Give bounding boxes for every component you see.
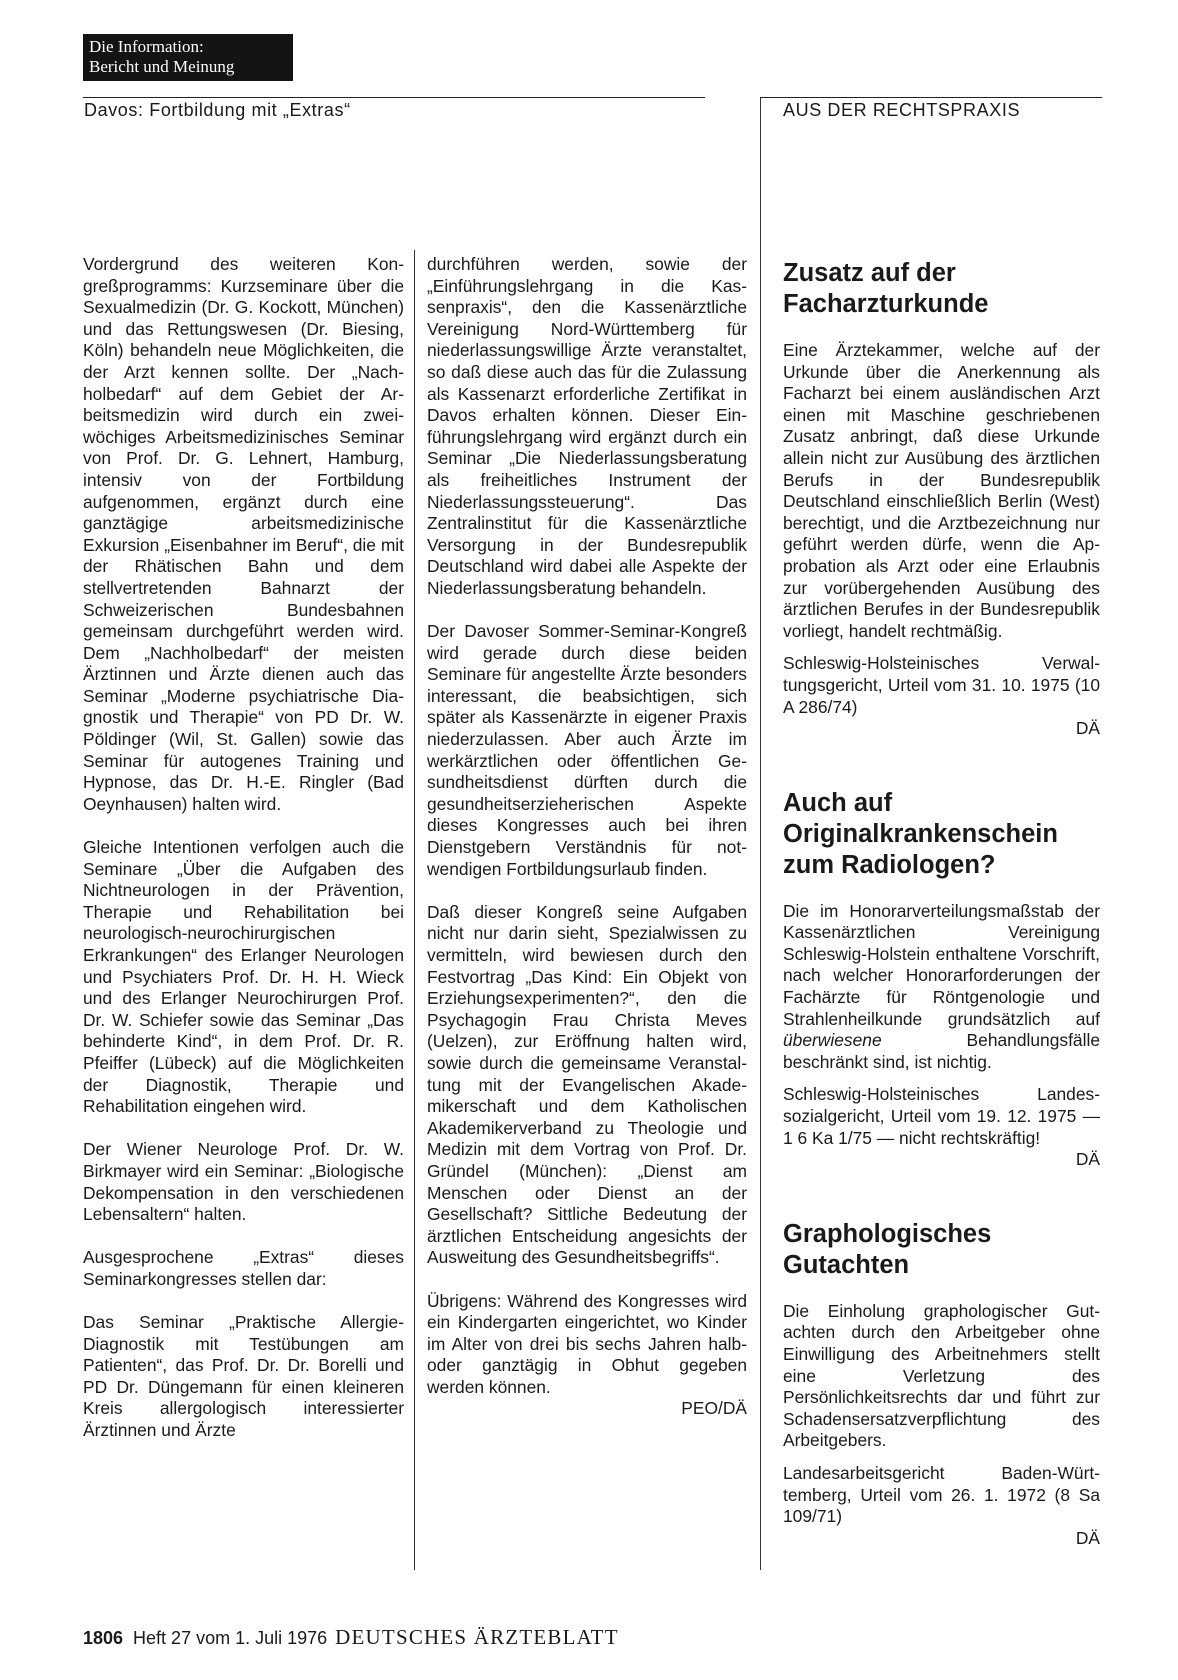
legal-article-body: Eine Ärztekammer, welche auf der Urkunde über die Anerkennung als Facharzt bei einem ausländischen Arzt einen mit Maschine geschriebenen Zusatz anbringt, daß diese Urkunde allein nicht zur Ausübung des ärztlichen Berufs in der Bundesrepublik Deutschland einschließlich Berlin (West) berechtigt, und die Arztbezeichnung nur geführt werden dürfe, wenn die Approbation als Arzt oder eine Erlaubnis zur vorübergehenden Ausübung des ärztlichen Berufes in der Bundesrepublik vorliegt, handelt rechtmäßig.: [783, 340, 1100, 641]
article-header: Davos: Fortbildung mit „Extras“: [84, 100, 351, 120]
paragraph: Gleiche Intentionen verfolgen auch die Seminare „Über die Aufgaben des Nichtneurologen in der Prävention, Therapie und Rehabilitation bei neurologisch-neurochirurgischen Erkrankungen“ des Erlanger Neurologen und Psychiaters Prof. Dr. H. H. Wieck und des Erlanger Neurochirurgen Prof. Dr. W. Schiefer sowie das Seminar „Das behinderte Kind“, in dem Prof. Dr. R. Pfeiffer (Lübeck) auf die Möglichkeiten der Diagnostik, Therapie und Rehabilitation eingehen wird.: [83, 837, 404, 1117]
paragraph: Daß dieser Kongreß seine Aufgaben nicht nur darin sieht, Spezialwissen zu vermitteln, wird bewiesen durch den Festvortrag „Das Kind: Ein Objekt von Erziehungsexperimenten?“, den die Psychagogin Frau Christa Meves (Uelzen), zur Eröffnung halten wird, sowie durch die gemeinsame Veranstaltung mit der Evangelischen Akademikerschaft und dem Katholischen Akademikerverband zu Theologie und Medizin mit dem Vortrag von Prof. Dr. Gründel (München): „Dienst am Menschen oder Dienst an der Gesellschaft? Sittliche Bedeutung der ärztlichen Entscheidung angesichts der Ausweitung des Gesundheitsbegriffs“.: [427, 901, 747, 1268]
author-signature: DÄ: [1075, 1527, 1100, 1548]
paragraph: durchführen werden, sowie der „Einführungslehrgang in die Kassenpraxis“, den die Kassenärztliche Vereinigung Nord-Württemberg für niederlassungswillige Ärzte veranstaltet, so daß diese auch das für die Zulassung als Kassenarzt erforderliche Zertifikat in Davos erhalten können. Dieser Einführungslehrgang wird ergänzt durch ein Seminar „Die Niederlassungsberatung als freiheitliches Instrument der Niederlassungssteuerung“. Das Zentralinstitut für die Kassenärztliche Versorgung in der Bundesrepublik Deutschland wird dabei alle Aspekte der Niederlassungsberatung behandeln.: [427, 254, 747, 598]
article-column-2: [427, 254, 747, 1442]
legal-article-body: Die Einholung graphologischer Gutachten durch den Arbeitgeber ohne Einwilligung des Arbeitnehmers stellt eine Verletzung des Persönlichkeitsrechts dar und führt zur Schadensersatzverpflichtung des Arbeitgebers.: [783, 1300, 1100, 1451]
article-column-1: [83, 254, 404, 1463]
column-divider-2: [760, 97, 761, 1570]
paragraph-text: Übrigens: Während des Kongresses wird ein Kindergarten eingerichtet, wo Kinder im Alter von drei bis sechs Jahren halb- oder ganztägig in Obhut gegeben werden können.: [427, 1290, 747, 1397]
page-number: 1806: [83, 1628, 124, 1648]
legal-article-source: [783, 1084, 1100, 1170]
author-signature: PEO/DÄ: [681, 1398, 747, 1419]
legal-article-source: [783, 653, 1100, 739]
body-text: Die im Honorarverteilungsmaßstab der Kassenärztlichen Vereinigung Schleswig-Holstein enthaltene Vorschrift, nach welcher Honorarforderungen der Fachärzte für Röntgenologie und Strahlenheilkunde grundsätzlich auf: [783, 900, 1100, 1029]
court-citation: Landesarbeitsgericht Baden-Württemberg, Urteil vom 26. 1. 1972 (8 Sa 109/71): [783, 1462, 1100, 1527]
paragraph: [427, 1291, 747, 1421]
paragraph: Vordergrund des weiteren Kongreßprogramms: Kurzseminare über die Sexualmedizin (Dr. G. Kockott, München) und das Rettungswesen (Dr. Biesing, Köln) behandeln neue Möglichkeiten, die der Arzt kennen sollte. Der „Nachholbedarf“ auf dem Gebiet der Arbeitsmedizin wird durch ein zweiwöchiges Arbeitsmedizinisches Seminar von Prof. Dr. G. Lehnert, Hamburg, intensiv von der Fortbildung aufgenommen, ergänzt durch eine ganztägige arbeitsmedizinische Exkursion „Eisenbahner im Beruf“, die mit der Rhätischen Bahn und dem stellvertretenden Bahnarzt der Schweizerischen Bundesbahnen gemeinsam durchgeführt werden wird. Dem „Nachholbedarf“ der meisten Ärztinnen und Ärzte dienen auch das Seminar „Moderne psychiatrische Diagnostik und Therapie“ von PD Dr. W. Pöldinger (Wil, St. Gallen) sowie das Seminar für autogenes Training und Hypnose, das Dr. H.-E. Ringler (Bad Oeynhausen) halten wird.: [83, 254, 404, 814]
legal-article-title: Auch auf Originalkrankenschein zum Radiologen?: [783, 788, 1058, 879]
paragraph: Das Seminar „Praktische Allergie-Diagnostik mit Testübungen am Patienten“, das Prof. Dr. Dr. Borelli und PD Dr. Düngemann für einen kleineren Kreis allergologisch interessierter Ärztinnen und Ärzte: [83, 1312, 404, 1441]
issue-info: Heft 27 vom 1. Juli 1976: [133, 1628, 328, 1648]
section-label: [83, 34, 293, 81]
section-label-line2: Bericht und Meinung: [89, 57, 235, 76]
magazine-name: DEUTSCHES ÄRZTEBLATT: [335, 1625, 619, 1649]
emphasis-text: überwiesene: [783, 1030, 882, 1051]
court-citation: Schleswig-Holsteinisches Verwaltungsgericht, Urteil vom 31. 10. 1975 (10 A 286/74): [783, 653, 1100, 717]
header-rule-right: [760, 97, 1102, 98]
column-divider-1: [414, 250, 415, 1570]
header-rule-left: [83, 97, 705, 98]
legal-article-body: [783, 901, 1100, 1074]
paragraph: Der Wiener Neurologe Prof. Dr. W. Birkmayer wird ein Seminar: „Biologische Dekompensation in den verschiedenen Lebensaltern“ halten.: [83, 1139, 404, 1225]
body-text: Behandlungsfälle beschränkt sind, ist nichtig.: [783, 1030, 1100, 1072]
page-footer: [83, 1625, 619, 1650]
legal-article-title: Zusatz auf der Facharzturkunde: [783, 259, 989, 318]
paragraph: Ausgesprochene „Extras“ dieses Seminarkongresses stellen dar:: [83, 1247, 404, 1289]
legal-column: [783, 258, 1100, 1549]
legal-article-source: [783, 1463, 1100, 1549]
author-signature: DÄ: [1075, 1149, 1100, 1170]
section-label-line1: Die Information:: [89, 37, 204, 56]
paragraph: Der Davoser Sommer-Seminar-Kongreß wird gerade durch diese beiden Seminare für angestellte Ärzte besonders interessant, die beabsichtigen, sich später als Kassenärzte in eigener Praxis niederzulassen. Aber auch Ärzte im werkärztlichen oder öffentlichen Gesundheitsdienst dürften durch die gesundheitserzieherischen Aspekte dieses Kongresses auch bei ihren Dienstgebern Verständnis für notwendigen Fortbildungsurlaub finden.: [427, 621, 747, 879]
author-signature: DÄ: [1075, 718, 1100, 739]
legal-article-title: Graphologisches Gutachten: [783, 1219, 992, 1279]
court-citation: Schleswig-Holsteinisches Landessozialgericht, Urteil vom 19. 12. 1975 — 1 6 Ka 1/75 — nicht rechtskräftig!: [783, 1084, 1100, 1148]
column-header: AUS DER RECHTSPRAXIS: [783, 100, 1021, 120]
